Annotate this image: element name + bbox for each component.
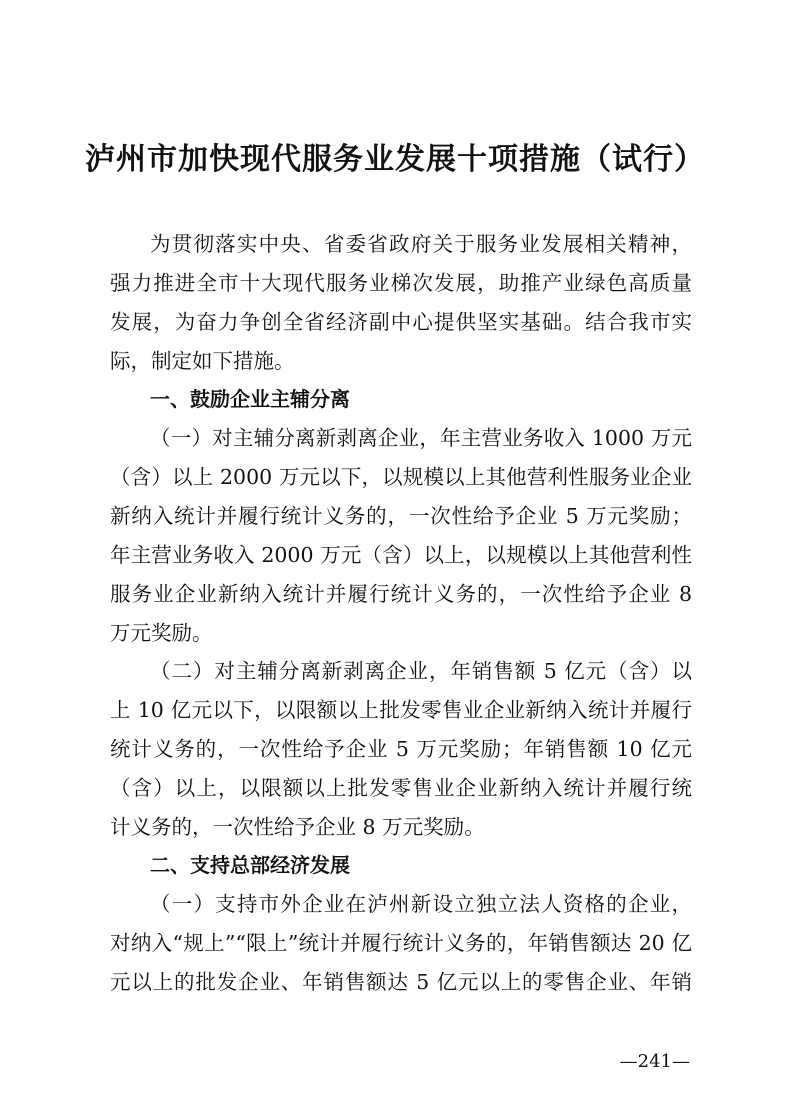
- paragraph-line: 对纳入“规上”“限上”统计并履行统计义务的，年销售额达 20 亿: [110, 931, 692, 955]
- page-number: —241—: [619, 1051, 690, 1072]
- paragraph-line: （含）以上 2000 万元以下，以规模以上其他营利性服务业企业: [110, 465, 692, 489]
- paragraph-line: 新纳入统计并履行统计义务的，一次性给予企业 5 万元奖励；: [110, 504, 692, 528]
- paragraph-line: 发展，为奋力争创全省经济副中心提供坚实基础。结合我市实: [110, 310, 692, 334]
- paragraph-line: 服务业企业新纳入统计并履行统计义务的，一次性给予企业 8: [110, 582, 692, 606]
- paragraph-line: 为贯彻落实中央、省委省政府关于服务业发展相关精神，: [150, 232, 692, 256]
- paragraph-line: （含）以上，以限额以上批发零售业企业新纳入统计并履行统: [110, 776, 692, 800]
- paragraph-line: （一）对主辅分离新剥离企业，年主营业务收入 1000 万元: [150, 426, 692, 450]
- paragraph-line: 计义务的，一次性给予企业 8 万元奖励。: [110, 815, 485, 839]
- paragraph-line: 年主营业务收入 2000 万元（含）以上，以规模以上其他营利性: [110, 543, 692, 567]
- paragraph-line: 统计义务的，一次性给予企业 5 万元奖励；年销售额 10 亿元: [110, 737, 692, 761]
- paragraph-line: 万元奖励。: [110, 621, 213, 645]
- paragraph-line: （二）对主辅分离新剥离企业，年销售额 5 亿元（含）以: [150, 659, 692, 683]
- paragraph-line: 上 10 亿元以下，以限额以上批发零售业企业新纳入统计并履行: [110, 698, 692, 722]
- section-heading: 二、支持总部经济发展: [150, 853, 350, 877]
- paragraph-line: 强力推进全市十大现代服务业梯次发展，助推产业绿色高质量: [110, 271, 692, 295]
- page-title: 泸州市加快现代服务业发展十项措施（试行）: [85, 142, 705, 177]
- paragraph-line: 元以上的批发企业、年销售额达 5 亿元以上的零售企业、年销: [110, 970, 692, 994]
- paragraph-line: （一）支持市外企业在泸州新设立独立法人资格的企业，: [150, 892, 692, 916]
- paragraph-line: 际，制定如下措施。: [110, 349, 295, 373]
- section-heading: 一、鼓励企业主辅分离: [150, 387, 350, 411]
